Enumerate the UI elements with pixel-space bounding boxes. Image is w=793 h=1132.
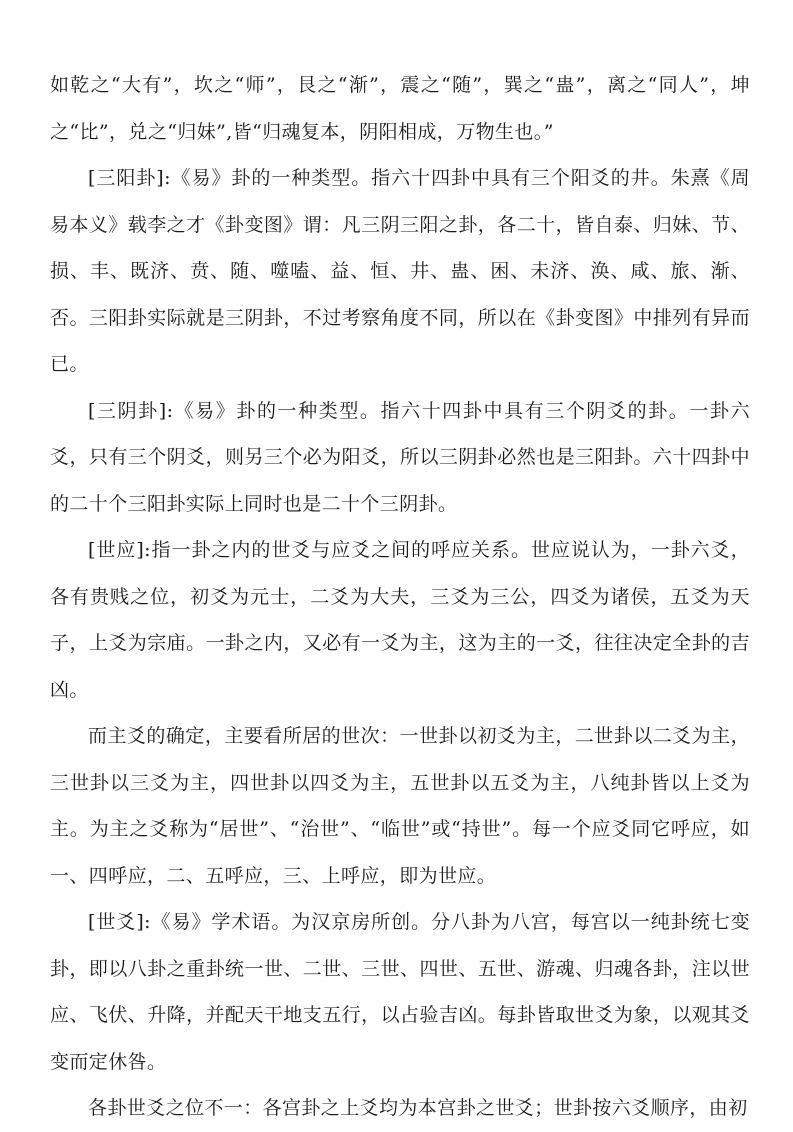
paragraph-shiyao: [世爻]:《易》学术语。为汉京房所创。分八卦为八宫，每宫以一纯卦统七变卦，即以八卦之重卦统一世、二世、三世、四世、五世、游魂、归魂各卦，注以世应、飞伏、升降，并配天干地支五行，以占验吉凶。每卦皆取世爻为象，以观其爻变而定休咎。 [50, 911, 750, 1073]
paragraph-zhuyao: 而主爻的确定，主要看所居的世次：一世卦以初爻为主，二世卦以二爻为主，三世卦以三爻为主，四世卦以四爻为主，五世卦以五爻为主，八纯卦皆以上爻为主。为主之爻称为“居世”、“治世”、“临世”或“持世”。每一个应爻同它呼应，如一、四呼应，二、五呼应，三、上呼应，即为世应。 [50, 725, 750, 887]
paragraph-sanyang-gua: [三阳卦]:《易》卦的一种类型。指六十四卦中具有三个阳爻的井。朱熹《周易本义》载李之才《卦变图》谓：凡三阴三阳之卦，各二十，皆自泰、归妹、节、损、丰、既济、贲、随、噬嗑、益、恒、井、蛊、困、未济、涣、咸、旅、渐、否。三阳卦实际就是三阴卦，不过考察角度不同，所以在《卦变图》中排列有异而已。 [50, 167, 750, 375]
paragraph-continuation: 如乾之“大有”，坎之“师”，艮之“渐”，震之“随”，巽之“蛊”，离之“同人”，坤之“比”，兑之“归妹”,皆“归魂复本，阴阳相成，万物生也。” [50, 74, 750, 143]
paragraph-sanyin-gua: [三阴卦]:《易》卦的一种类型。指六十四卦中具有三个阴爻的卦。一卦六爻，只有三个阴爻，则另三个必为阳爻，所以三阴卦必然也是三阳卦。六十四卦中的二十个三阳卦实际上同时也是二十个三阴卦。 [50, 399, 750, 515]
document-body [50, 62, 750, 1132]
paragraph-shiying: [世应]:指一卦之内的世爻与应爻之间的呼应关系。世应说认为，一卦六爻，各有贵贱之位，初爻为元士，二爻为大夫，三爻为三公，四爻为诸侯，五爻为天子，上爻为宗庙。一卦之内，又必有一爻为主，这为主的一爻，往往决定全卦的吉凶。 [50, 539, 750, 701]
paragraph-shiyao-position: 各卦世爻之位不一：各宫卦之上爻均为本宫卦之世爻；世卦按六爻顺序，由初 [88, 1097, 748, 1119]
